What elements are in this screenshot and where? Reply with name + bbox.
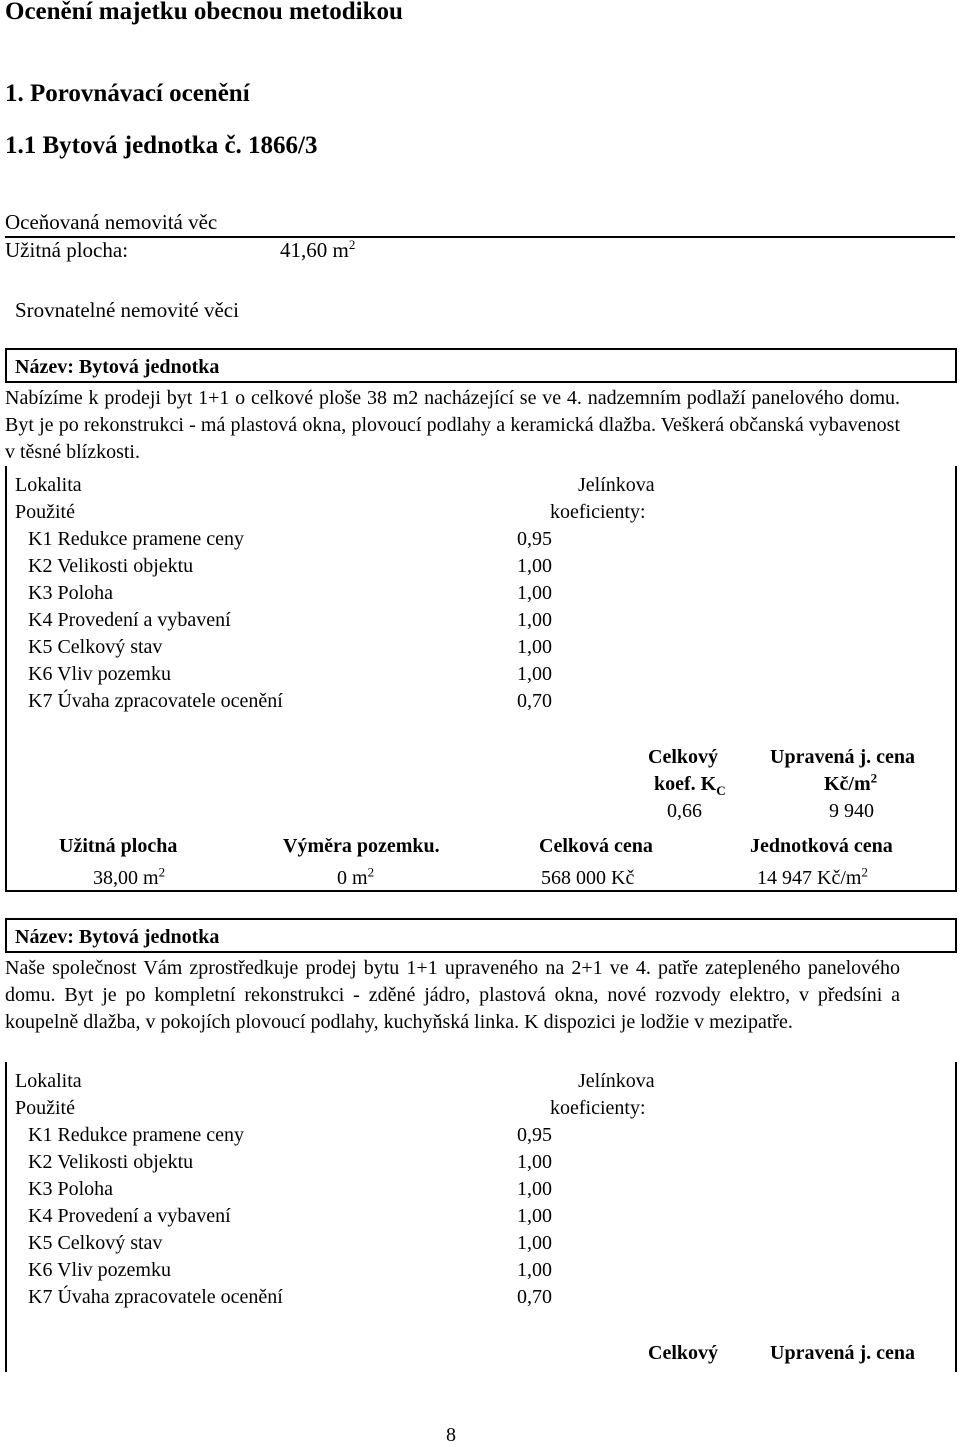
listing-1-coef-value: 1,00 <box>517 582 552 604</box>
subject-area-label: Užitná plocha: <box>5 238 129 262</box>
listing-1-adjusted-price: 9 940 <box>829 800 874 822</box>
listing-2-coef-value: 1,00 <box>517 1205 552 1227</box>
listing-1-coef-value: 0,70 <box>517 690 552 712</box>
comparables-heading: Srovnatelné nemovité věci <box>15 298 239 322</box>
listing-1-koef-label: koeficienty: <box>550 501 646 523</box>
listing-1-right-border <box>955 466 957 892</box>
listing-1-col-uzitna: Užitná plocha <box>59 835 178 857</box>
listing-2-description: Naše společnost Vám zprostředkuje prodej bytu 1+1 upraveného na 2+1 ve 4. patře zatepleného panelového domu. Byt je po kompletní rekonstrukci - zděné jádro, plastová okna, nové rozvody elektro, v předsíni a koupelně dlažba, v pokojích plovoucí podlahy, kuchyňská linka. K dispozici je lodžie v mezipatře. <box>5 957 900 1033</box>
listing-1-val-celkova: 568 000 Kč <box>541 867 635 889</box>
listing-2-left-border <box>5 1062 7 1372</box>
listing-1-lokalita-label: Lokalita <box>15 474 82 496</box>
listing-2-koef-label: koeficienty: <box>550 1097 646 1119</box>
listing-1-val-jednotkova: 14 947 $Kč/m^2$ <box>757 864 868 889</box>
listing-1-pouzite-label: Použité <box>15 501 75 523</box>
subject-heading: Oceňovaná nemovitá věc <box>5 210 218 234</box>
listing-2-coef-value: 1,00 <box>517 1259 552 1281</box>
listing-2-lokalita-label: Lokalita <box>15 1070 82 1092</box>
listing-1-coef-name: K4 Provedení a vybavení <box>28 609 231 631</box>
listing-2-coef-name: K1 Redukce pramene ceny <box>28 1124 245 1146</box>
listing-1-coef-value: 1,00 <box>517 663 552 685</box>
listing-1-coef-name: K6 Vliv pozemku <box>28 663 171 685</box>
listing-1-coef-value: 0,95 <box>517 528 552 550</box>
listing-2-name: Název: Bytová jednotka <box>15 926 220 948</box>
listing-1-left-border <box>5 466 7 892</box>
listing-1-coef-value: 1,00 <box>517 555 552 577</box>
page-number: 8 <box>446 1424 456 1446</box>
listing-2-coef-value: 1,00 <box>517 1178 552 1200</box>
listing-2-celkovy-label: Celkový <box>648 1342 718 1364</box>
listing-2-coef-name: K7 Úvaha zpracovatele ocenění <box>28 1286 283 1308</box>
listing-2-upravena-label: Upravená j. cena <box>770 1342 915 1364</box>
listing-2-lokalita-value: Jelínkova <box>578 1070 655 1092</box>
listing-1-upravena-label: Upravená j. cena <box>770 746 915 768</box>
listing-1-bottom-border <box>5 890 957 892</box>
listing-2-pouzite-label: Použité <box>15 1097 75 1119</box>
listing-2-coef-name: K5 Celkový stav <box>28 1232 163 1254</box>
listing-1-koef-kc-label: koef. $K_C$ <box>654 773 726 798</box>
listing-1-col-vymera: Výměra pozemku. <box>283 835 440 857</box>
listing-1-description: Nabízíme k prodeji byt 1+1 o celkové ploše 38 m2 nacházející se ve 4. nadzemním podlaží panelového domu. Byt je po rekonstrukci - má plastová okna, plovoucí podlahy a keramická dlažba. Veškerá občanská vybavenost v těsné blízkosti. <box>5 387 900 463</box>
listing-1-total-coef: 0,66 <box>667 800 702 822</box>
listing-2-coef-name: K4 Provedení a vybavení <box>28 1205 231 1227</box>
section-heading: 1. Porovnávací ocenění <box>5 80 250 107</box>
subject-divider <box>5 236 955 238</box>
listing-2-coef-name: K3 Poloha <box>28 1178 113 1200</box>
listing-2-coef-value: 1,00 <box>517 1232 552 1254</box>
document-title: Ocenění majetku obecnou metodikou <box>5 0 403 25</box>
listing-2-coef-value: 0,95 <box>517 1124 552 1146</box>
listing-1-val-uzitna: 38,00 $m^2$ <box>93 864 166 889</box>
listing-2-right-border <box>955 1062 957 1372</box>
listing-1-coef-value: 1,00 <box>517 636 552 658</box>
listing-1-coef-name: K3 Poloha <box>28 582 113 604</box>
listing-1-coef-name: K2 Velikosti objektu <box>28 555 194 577</box>
listing-1-lokalita-value: Jelínkova <box>578 474 655 496</box>
listing-1-col-celkova: Celková cena <box>539 835 653 857</box>
listing-2-coef-value: 0,70 <box>517 1286 552 1308</box>
listing-1-coef-name: K7 Úvaha zpracovatele ocenění <box>28 690 283 712</box>
listing-2-coef-name: K2 Velikosti objektu <box>28 1151 194 1173</box>
listing-1-name: Název: Bytová jednotka <box>15 356 220 378</box>
subject-area-value: 41,60 $m^2$ <box>280 237 356 262</box>
listing-1-coef-name: K5 Celkový stav <box>28 636 163 658</box>
subsection-heading: 1.1 Bytová jednotka č. 1866/3 <box>5 132 318 159</box>
listing-1-col-jednotkova: Jednotková cena <box>750 835 893 857</box>
listing-1-celkovy-label: Celkový <box>648 746 718 768</box>
listing-1-coef-name: K1 Redukce pramene ceny <box>28 528 245 550</box>
listing-1-coef-value: 1,00 <box>517 609 552 631</box>
listing-1-val-vymera: 0 $m^2$ <box>337 864 375 889</box>
listing-2-coef-name: K6 Vliv pozemku <box>28 1259 171 1281</box>
listing-2-coef-value: 1,00 <box>517 1151 552 1173</box>
listing-1-kc-m2-label: $Kč/m^2$ <box>824 770 878 795</box>
